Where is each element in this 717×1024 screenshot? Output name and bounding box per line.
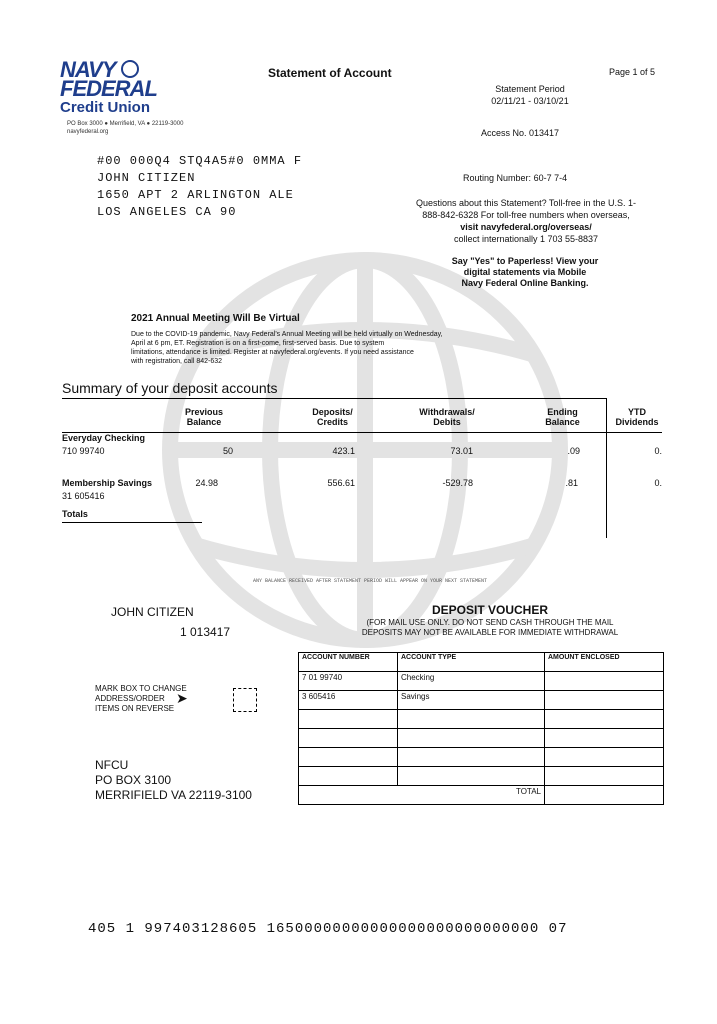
voucher-type: Savings bbox=[398, 691, 545, 710]
voucher-blank-cell[interactable] bbox=[398, 729, 545, 748]
col-previous-balance: Previous Balance bbox=[184, 407, 224, 427]
deposits-value: 423.1 bbox=[332, 446, 355, 456]
notice-line: April at 6 pm, ET. Registration is on a first-come, first-served basis. Due to system bbox=[131, 340, 385, 347]
questions-line: 888-842-6328 For toll-free numbers when overseas, bbox=[422, 210, 630, 220]
summary-title: Summary of your deposit accounts bbox=[62, 380, 278, 396]
paperless-promo bbox=[430, 256, 620, 289]
logo-line-federal: FEDERAL bbox=[60, 76, 157, 101]
voucher-blank-cell[interactable] bbox=[545, 729, 664, 748]
previous-balance: 24.98 bbox=[195, 478, 218, 488]
questions-line: visit navyfederal.org/overseas/ bbox=[460, 222, 592, 232]
voucher-account: 7 01 99740 bbox=[299, 672, 398, 691]
access-number-label: Access No. bbox=[481, 128, 527, 138]
navy-federal-logo bbox=[60, 57, 157, 117]
voucher-row bbox=[299, 691, 664, 710]
voucher-total-label: TOTAL bbox=[299, 786, 545, 805]
totals-rule bbox=[62, 522, 202, 523]
voucher-col-type: ACCOUNT TYPE bbox=[398, 653, 545, 672]
questions-line: collect internationally 1 703 55-8837 bbox=[453, 234, 599, 244]
logo-line-navy: NAVY bbox=[60, 57, 116, 82]
summary-header-rule bbox=[62, 432, 662, 433]
deposits-value: 556.61 bbox=[327, 478, 355, 488]
voucher-row bbox=[299, 729, 664, 748]
voucher-account: 3 605416 bbox=[299, 691, 398, 710]
return-address-line: NFCU bbox=[95, 758, 129, 772]
notice-line: Due to the COVID-19 pandemic, Navy Federal's Annual Meeting will be held virtually on Wednesday, bbox=[131, 331, 443, 338]
page-number: Page 1 of 5 bbox=[609, 67, 656, 77]
questions-block bbox=[390, 197, 662, 245]
ytd-dividends: 0. bbox=[654, 478, 662, 488]
mailing-address bbox=[97, 153, 302, 221]
routing-value: 60-7 7-4 bbox=[533, 173, 568, 183]
voucher-blank-cell[interactable] bbox=[545, 748, 664, 767]
voucher-row bbox=[299, 672, 664, 691]
voucher-header-row bbox=[299, 653, 664, 672]
account-name: Everyday Checking bbox=[62, 433, 146, 443]
routing-label: Routing Number: bbox=[463, 173, 532, 183]
voucher-table bbox=[298, 652, 664, 805]
summary-top-rule bbox=[62, 398, 606, 399]
voucher-blank-cell[interactable] bbox=[299, 729, 398, 748]
voucher-blank-cell[interactable] bbox=[545, 710, 664, 729]
col-ending-balance: Ending Balance bbox=[545, 407, 580, 427]
voucher-amount-input[interactable] bbox=[545, 691, 664, 710]
change-address-line: ITEMS ON REVERSE bbox=[95, 704, 175, 713]
notice-line: with registration, call 842-632 bbox=[131, 358, 223, 365]
voucher-name: JOHN CITIZEN bbox=[111, 605, 194, 619]
access-number bbox=[481, 128, 559, 138]
address-line: LOS ANGELES CA 90 bbox=[97, 205, 237, 219]
voucher-col-account: ACCOUNT NUMBER bbox=[299, 653, 398, 672]
change-address-note bbox=[95, 684, 187, 714]
account-number: 31 605416 bbox=[62, 491, 105, 501]
col-withdrawals: Withdrawals/ Debits bbox=[419, 407, 475, 427]
return-address-line: PO BOX 3100 bbox=[95, 773, 172, 787]
voucher-instruction-line: DEPOSITS MAY NOT BE AVAILABLE FOR IMMEDIATE WITHDRAWAL bbox=[361, 628, 619, 637]
voucher-row bbox=[299, 710, 664, 729]
logo-address: PO Box 3000 ● Merrifield, VA ● 22119-3000 bbox=[67, 121, 184, 127]
voucher-blank-cell[interactable] bbox=[398, 748, 545, 767]
notice-title: 2021 Annual Meeting Will Be Virtual bbox=[131, 313, 300, 324]
voucher-blank-cell[interactable] bbox=[299, 767, 398, 786]
voucher-blank-cell[interactable] bbox=[398, 710, 545, 729]
voucher-total-input[interactable] bbox=[545, 786, 664, 805]
summary-footnote: ANY BALANCE RECEIVED AFTER STATEMENT PERIOD WILL APPEAR ON YOUR NEXT STATEMENT bbox=[252, 578, 488, 584]
micr-line: 405 1 997403128605 16500000000000000000000000000 07 bbox=[88, 921, 568, 937]
summary-right-rule bbox=[606, 398, 607, 538]
previous-balance: 50 bbox=[222, 446, 233, 456]
voucher-blank-cell[interactable] bbox=[299, 710, 398, 729]
access-number-value: 013417 bbox=[529, 128, 560, 138]
change-address-line: MARK BOX TO CHANGE bbox=[95, 684, 187, 693]
logo-website: navyfederal.org bbox=[67, 129, 109, 135]
col-deposits: Deposits/ Credits bbox=[312, 407, 353, 427]
account-number: 710 99740 bbox=[62, 446, 105, 456]
notice-body bbox=[131, 330, 531, 366]
voucher-access-number: 1 013417 bbox=[180, 625, 231, 639]
change-address-checkbox[interactable] bbox=[233, 688, 257, 712]
voucher-type: Checking bbox=[398, 672, 545, 691]
notice-line: limitations, attendance is limited. Register at navyfederal.org/events. If you need assistance bbox=[131, 349, 414, 356]
totals-label: Totals bbox=[62, 509, 88, 519]
address-line: #00 000Q4 STQ4A5#0 0MMA F bbox=[97, 154, 303, 168]
paperless-line: digital statements via Mobile bbox=[463, 267, 587, 277]
statement-title: Statement of Account bbox=[268, 66, 392, 80]
account-name: Membership Savings bbox=[62, 478, 153, 488]
withdrawals-value: -529.78 bbox=[442, 478, 473, 488]
address-line: 1650 APT 2 ARLINGTON ALE bbox=[97, 188, 294, 202]
address-line: JOHN CITIZEN bbox=[97, 171, 196, 185]
questions-line: Questions about this Statement? Toll-free in the U.S. 1- bbox=[416, 198, 636, 208]
voucher-instructions bbox=[340, 618, 640, 638]
withdrawals-value: 73.01 bbox=[450, 446, 473, 456]
change-address-line: ADDRESS/ORDER bbox=[95, 694, 165, 703]
ending-balance: .81 bbox=[565, 478, 578, 488]
statement-period-label: Statement Period bbox=[495, 84, 565, 94]
return-address-line: MERRIFIELD VA 22119-3100 bbox=[95, 788, 252, 802]
statement-period: 02/11/21 - 03/10/21 bbox=[491, 96, 569, 106]
logo-line-credit-union: Credit Union bbox=[60, 99, 150, 116]
paperless-line: Say "Yes" to Paperless! View your bbox=[451, 256, 599, 266]
voucher-blank-cell[interactable] bbox=[545, 767, 664, 786]
col-ytd-dividends: YTD Dividends bbox=[615, 407, 659, 427]
voucher-total-row bbox=[299, 786, 664, 805]
ytd-dividends: 0. bbox=[654, 446, 662, 456]
arrow-right-icon: ➤ bbox=[176, 690, 188, 706]
globe-icon bbox=[121, 60, 139, 78]
voucher-row bbox=[299, 767, 664, 786]
voucher-instruction-line: (FOR MAIL USE ONLY. DO NOT SEND CASH THROUGH THE MAIL bbox=[366, 618, 614, 627]
ending-balance: .09 bbox=[567, 446, 580, 456]
voucher-amount-input[interactable] bbox=[545, 672, 664, 691]
routing-number bbox=[463, 173, 567, 183]
paperless-line: Navy Federal Online Banking. bbox=[461, 278, 589, 288]
voucher-row bbox=[299, 748, 664, 767]
voucher-col-amount: AMOUNT ENCLOSED bbox=[545, 653, 664, 672]
voucher-title: DEPOSIT VOUCHER bbox=[431, 603, 548, 617]
return-address bbox=[95, 758, 252, 803]
voucher-blank-cell[interactable] bbox=[398, 767, 545, 786]
voucher-blank-cell[interactable] bbox=[299, 748, 398, 767]
